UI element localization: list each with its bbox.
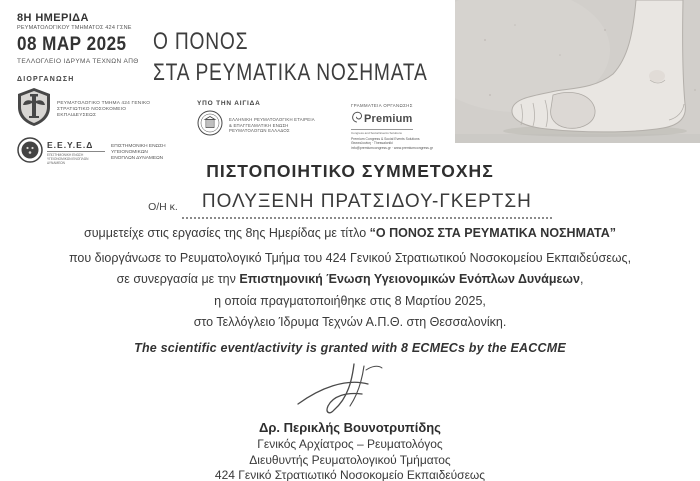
body-line3-bold: Επιστημονική Ένωση Υγειονομικών Ενόπλων Δυνάμεων — [239, 272, 580, 286]
premium-logo — [351, 110, 451, 128]
organizer-hospital-line2: ΣΤΡΑΤΙΩΤΙΚΟ ΝΟΣΟΚΟΜΕΙΟ — [57, 106, 127, 112]
secretariat-heading: ΓΡΑΜΜΑΤΕΙΑ ΟΡΓΑΝΩΣΗΣ — [351, 103, 413, 108]
aegis-line3: ΡΕΥΜΑΤΟΛΟΓΩΝ ΕΛΛΑΔΟΣ — [229, 128, 290, 134]
eeyed-abbr: Ε.Ε.Υ.Ε.Δ — [47, 140, 94, 150]
signatory-name: Δρ. Περικλής Βουνοτρυπίδης — [259, 420, 441, 435]
body-line-3 — [0, 269, 700, 291]
signature-scribble — [288, 360, 412, 421]
aegis-row — [197, 110, 315, 141]
secretariat-contact-line1: Premium Congress & Social Events Solutions — [351, 137, 420, 141]
event-edition: 8Η ΗΜΕΡΙΔΑ — [17, 12, 89, 24]
body-line1-bold: “Ο ΠΟΝΟΣ ΣΤΑ ΡΕΥΜΑΤΙΚΑ ΝΟΣΗΜΑΤΑ” — [369, 226, 616, 240]
body-line3-text: σε συνεργασία με την — [116, 272, 240, 286]
signatory-block — [0, 420, 700, 481]
body-line1-text: συμμετείχε στις εργασίες της 8ης Ημερίδας με τίτλο — [84, 226, 370, 240]
body-line3-post: , — [579, 272, 584, 286]
event-date: 08 ΜΑΡ 2025 — [17, 34, 127, 55]
aegis-society-name — [229, 117, 315, 134]
rheumatology-society-emblem-icon — [197, 110, 223, 141]
event-title — [153, 26, 428, 88]
body-line-4: η οποία πραγματοποιήθηκε στις 8 Μαρτίου 2025, — [214, 293, 486, 308]
organizer-hospital-name — [57, 101, 150, 119]
signatory-title3: 424 Γενικό Στρατιωτικό Νοσοκομείο Εκπαιδεύσεως — [214, 468, 486, 481]
secretariat-contact-line2: Θεσσαλονίκη · Thessaloniki — [351, 141, 393, 146]
event-title-line1: Ο ΠΟΝΟΣ — [153, 28, 249, 55]
body-line-5: στο Τελλόγλειο Ίδρυμα Τεχνών Α.Π.Θ. στη Θεσσαλονίκη. — [193, 315, 507, 329]
event-title-line2: ΣΤΑ ΡΕΥΜΑΤΙΚΑ ΝΟΣΗΜΑΤΑ — [153, 59, 428, 86]
eeyed-abbr-subtitle: ΕΠΙΣΤΗΜΟΝΙΚΗ ΕΝΩΣΗ ΥΓΕΙΟΝΟΜΙΚΩΝ ΕΝΟΠΛΩΝ ΔΥΝΑΜΕΩΝ — [47, 151, 105, 165]
body-line-1 — [0, 223, 700, 245]
event-venue: ΤΕΛΛΟΓΛΕΙΟ ΙΔΡΥΜΑ ΤΕΧΝΩΝ ΑΠΘ — [17, 58, 139, 65]
aegis-line2: & ΕΠΑΓΓΕΛΜΑΤΙΚΗ ΕΝΩΣΗ — [229, 122, 289, 128]
signatory-title2: Διευθυντής Ρευματολογικού Τμήματος — [249, 452, 451, 467]
premium-wordmark: Premium — [364, 113, 413, 125]
holder-name-row — [0, 191, 700, 219]
event-edition-sub: ΡΕΥΜΑΤΟΛΟΓΙΚΟΥ ΤΜΗΜΑΤΟΣ 424 ΓΣΝΕ — [17, 25, 132, 31]
aegis-block — [197, 100, 315, 141]
body-line-2: που διοργάνωσε το Ρευματολογικό Τμήμα του 424 Γενικού Στρατιωτικού Νοσοκομείου Εκπαιδεύσεως, — [68, 250, 632, 265]
marble-foot-photo — [455, 0, 700, 143]
military-hospital-shield-icon — [17, 87, 51, 132]
premium-swirl-icon — [351, 110, 362, 128]
eeyed-name-line2: ΕΝΟΠΛΩΝ ΔΥΝΑΜΕΩΝ — [111, 155, 164, 161]
holder-name: ΠΟΛΥΞΕΝΗ ΠΡΑΤΣΙΔΟΥ-ΓΚΕΡΤΣΗ — [182, 191, 552, 219]
organizer-hospital-row — [17, 87, 192, 132]
organizer-hospital-line1: ΡΕΥΜΑΤΟΛΟΓΙΚΟ ΤΜΗΜΑ 424 ΓΕΝΙΚΟ — [57, 100, 151, 106]
ecmec-statement: The scientific event/activity is granted with 8 ECMECs by the EACCME — [134, 341, 566, 355]
secretariat-contact-line3: info@premiumcongress.gr · www.premiumcongress.gr — [351, 145, 433, 150]
organizer-heading: ΔΙΟΡΓΑΝΩΣΗ — [17, 76, 75, 83]
eeyed-name-line1: ΕΠΙΣΤΗΜΟΝΙΚΗ ΕΝΩΣΗ ΥΓΕΙΟΝΟΜΙΚΩΝ — [111, 143, 166, 155]
holder-prefix: Ο/Η κ. — [148, 201, 178, 213]
organizer-hospital-line3: ΕΚΠΑΙΔΕΥΣΕΩΣ — [57, 112, 97, 118]
secretariat-contact — [351, 137, 451, 150]
aegis-heading: ΥΠΟ ΤΗΝ ΑΙΓΙΔΑ — [197, 100, 261, 107]
aegis-line1: ΕΛΛΗΝΙΚΗ ΡΕΥΜΑΤΟΛΟΓΙΚΗ ΕΤΑΙΡΕΙΑ — [229, 117, 315, 123]
certificate-heading: ΠΙΣΤΟΠΟΙΗΤΙΚΟ ΣΥΜΜΕΤΟΧΗΣ — [206, 161, 494, 181]
secretariat-block — [351, 103, 451, 150]
premium-tagline: Congress and Social Events Solutions — [351, 129, 413, 135]
signatory-title1: Γενικός Αρχίατρος – Ρευματολόγος — [257, 437, 443, 451]
certificate-body — [0, 223, 700, 334]
eeyed-full-name — [111, 144, 192, 162]
